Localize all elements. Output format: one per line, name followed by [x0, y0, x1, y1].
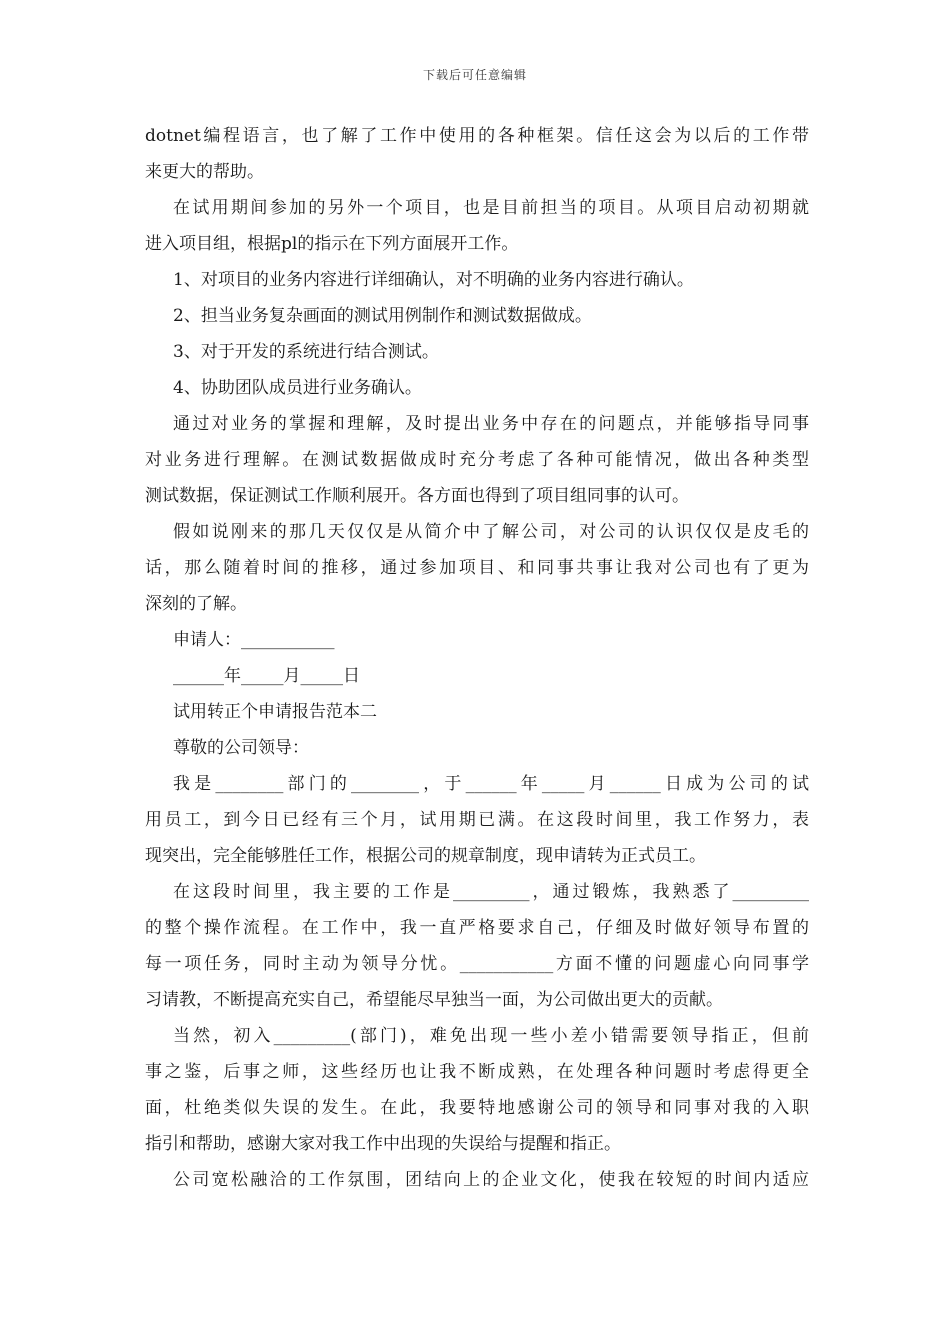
paragraph-line: 当然，初入_________(部门)，难免出现一些小差小错需要领导指正，但前 [173, 1026, 809, 1046]
applicant-line: 申请人：___________ [173, 630, 335, 650]
paragraph-line: 用员工，到今日已经有三个月，试用期已满。在这段时间里，我工作努力，表 [145, 810, 809, 830]
paragraph-line: 测试数据，保证测试工作顺利展开。各方面也得到了项目组同事的认可。 [145, 486, 689, 506]
paragraph-line: 通过对业务的掌握和理解，及时提出业务中存在的问题点，并能够指导同事 [173, 414, 809, 434]
paragraph-line: 公司宽松融洽的工作氛围，团结向上的企业文化，使我在较短的时间内适应 [173, 1170, 809, 1190]
list-item: 1、对项目的业务内容进行详细确认，对不明确的业务内容进行确认。 [173, 270, 694, 290]
paragraph-line: 面，杜绝类似失误的发生。在此，我要特地感谢公司的领导和同事对我的入职 [145, 1098, 809, 1118]
list-item: 2、担当业务复杂画面的测试用例制作和测试数据做成。 [173, 306, 592, 326]
salutation: 尊敬的公司领导： [173, 738, 309, 758]
paragraph-line: 现突出，完全能够胜任工作，根据公司的规章制度，现申请转为正式员工。 [145, 846, 706, 866]
paragraph-line: 假如说刚来的那几天仅仅是从简介中了解公司，对公司的认识仅仅是皮毛的 [173, 522, 809, 542]
paragraph-line: 的整个操作流程。在工作中，我一直严格要求自己，仔细及时做好领导布置的 [145, 918, 809, 938]
paragraph-line: 深刻的了解。 [145, 594, 247, 614]
paragraph-line: 我是________部门的________，于______年_____月______日成为公司的试 [173, 774, 809, 794]
document-body [145, 118, 809, 1198]
list-item: 4、协助团队成员进行业务确认。 [173, 378, 422, 398]
page-header: 下载后可任意编辑 [422, 68, 527, 82]
date-line: ______年_____月_____日 [173, 666, 360, 686]
paragraph-line: 事之鉴，后事之师，这些经历也让我不断成熟，在处理各种问题时考虑得更全 [145, 1062, 809, 1082]
paragraph-line: 来更大的帮助。 [145, 162, 264, 182]
paragraph-line: dotnet编程语言，也了解了工作中使用的各种框架。信任这会为以后的工作带 [145, 126, 809, 146]
paragraph-line: 对业务进行理解。在测试数据做成时充分考虑了各种可能情况，做出各种类型 [145, 450, 809, 470]
paragraph-line: 每一项任务，同时主动为领导分忧。___________方面不懂的问题虚心向同事学 [145, 954, 809, 974]
paragraph-line: 进入项目组，根据pl的指示在下列方面展开工作。 [145, 234, 519, 254]
list-item: 3、对于开发的系统进行结合测试。 [173, 342, 439, 362]
paragraph-line: 习请教，不断提高充实自己，希望能尽早独当一面，为公司做出更大的贡献。 [145, 990, 723, 1010]
paragraph-line: 在试用期间参加的另外一个项目，也是目前担当的项目。从项目启动初期就 [173, 198, 809, 218]
paragraph-line: 话，那么随着时间的推移，通过参加项目、和同事共事让我对公司也有了更为 [145, 558, 809, 578]
paragraph-line: 在这段时间里，我主要的工作是_________，通过锻炼，我熟悉了_________ [173, 882, 809, 902]
paragraph-line: 指引和帮助，感谢大家对我工作中出现的失误给与提醒和指正。 [145, 1134, 621, 1154]
section-title: 试用转正个申请报告范本二 [173, 702, 377, 722]
